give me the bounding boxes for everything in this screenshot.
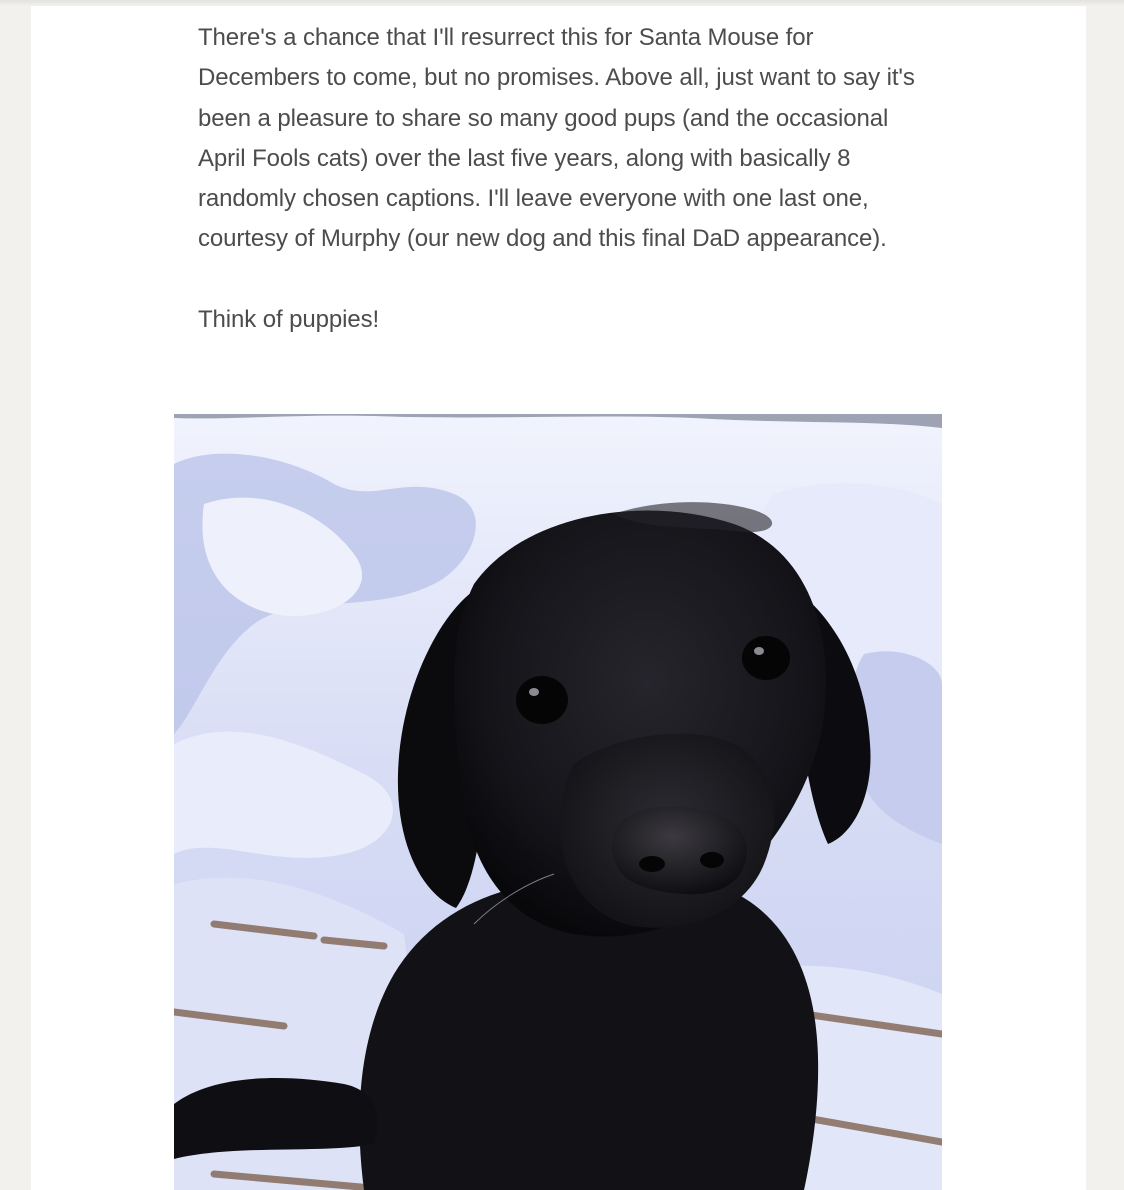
sign-off-line: Think of puppies! xyxy=(198,305,380,333)
closing-paragraph: There's a chance that I'll resurrect this for Santa Mouse for Decembers to come, but no promises. Above all, just want to say it's been a pleasure to share so many good pups (and the occasional April Fools cats) over the last five years, along with basically 8 randomly chosen captions. I'll leave everyone with one last one, courtesy of Murphy (our new dog and this final DaD appearance). xyxy=(198,24,915,253)
puppy-photo[interactable] xyxy=(174,414,942,1190)
email-body-card xyxy=(31,6,1086,1190)
puppy-photo-illustration xyxy=(174,414,942,1190)
email-body-text xyxy=(198,18,918,340)
